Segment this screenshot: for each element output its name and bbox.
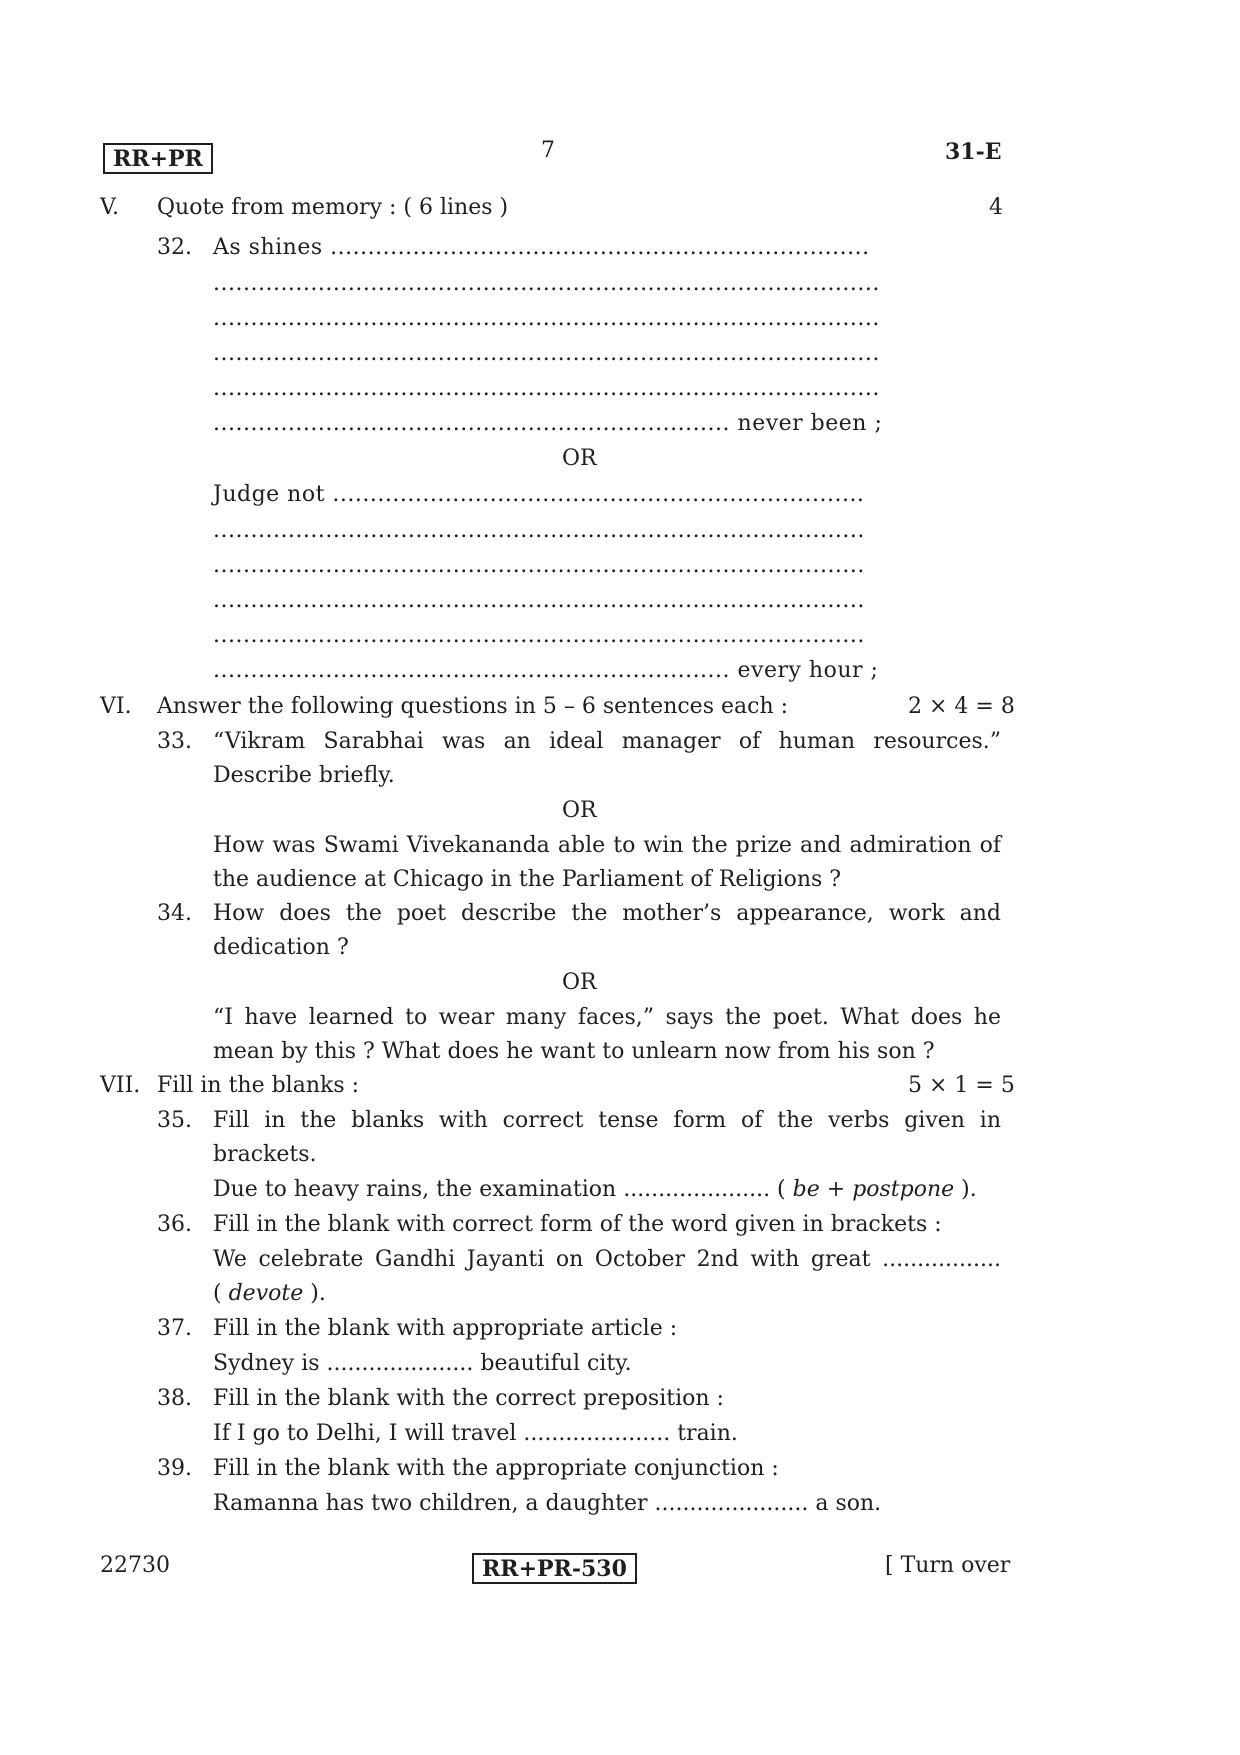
q38-text-line: Fill in the blank with the correct preposition : xyxy=(213,1386,724,1411)
q33-alt-text-line: How was Swami Vivekananda able to win the prize and admiration of xyxy=(213,833,1001,858)
question-number-35: 35. xyxy=(157,1108,192,1133)
q32-dots-line: ......................................................................................... xyxy=(213,306,880,331)
q37-text-line: Fill in the blank with appropriate article : xyxy=(213,1316,678,1341)
q34-alt-text-line: mean by this ? What does he want to unlearn now from his son ? xyxy=(213,1039,935,1064)
section-v-numeral: V. xyxy=(100,195,120,220)
or-label: OR xyxy=(562,798,597,823)
or-label: OR xyxy=(562,446,597,471)
q32-alt-dots-line: ....................................................................................... xyxy=(213,623,865,648)
q32-dots-line: ......................................................................................... xyxy=(213,376,880,401)
question-number-37: 37. xyxy=(157,1316,192,1341)
section-v-marks: 4 xyxy=(989,195,1003,220)
question-number-33: 33. xyxy=(157,729,192,754)
q36-hint-open: ( xyxy=(213,1281,222,1306)
footer-number: 22730 xyxy=(100,1553,170,1578)
paper-code: 31-E xyxy=(945,139,1002,165)
q36-hint-word: devote xyxy=(228,1281,304,1306)
q39-text-line: Fill in the blank with the appropriate conjunction : xyxy=(213,1456,779,1481)
q32-opening: As shines ........................................................................ xyxy=(213,235,870,260)
or-label: OR xyxy=(562,970,597,995)
q35-hint-verb: postpone xyxy=(852,1177,955,1202)
section-vi-numeral: VI. xyxy=(100,694,132,719)
q33-text-line: Describe briefly. xyxy=(213,763,395,788)
footer-code-box: RR+PR-530 xyxy=(472,1553,637,1584)
q39-sentence: Ramanna has two children, a daughter ...................... a son. xyxy=(213,1491,882,1516)
q35-hint-plus: + xyxy=(826,1177,846,1202)
q32-alt-dots-line: ....................................................................................... xyxy=(213,518,865,543)
section-vii-marks: 5 × 1 = 5 xyxy=(908,1073,1015,1098)
q32-alt-opening: Judge not ....................................................................... xyxy=(213,482,865,507)
question-number-36: 36. xyxy=(157,1212,192,1237)
q36-hint-close: ). xyxy=(310,1281,326,1306)
q32-dots-line: ......................................................................................... xyxy=(213,341,880,366)
section-vi-title: Answer the following questions in 5 – 6 sentences each : xyxy=(157,694,789,719)
q35-hint-close: ). xyxy=(961,1177,977,1202)
section-vii-title: Fill in the blanks : xyxy=(157,1073,360,1098)
q33-text-line: “Vikram Sarabhai was an ideal manager of human resources.” xyxy=(213,729,1001,754)
q34-alt-text-line: “I have learned to wear many faces,” says the poet. What does he xyxy=(213,1005,1001,1030)
q35-hint-verb: be xyxy=(792,1177,820,1202)
q32-alt-dots-line: ....................................................................................... xyxy=(213,553,865,578)
q34-text-line: dedication ? xyxy=(213,935,349,960)
q32-alt-dots-line: ....................................................................................... xyxy=(213,588,865,613)
question-number-34: 34. xyxy=(157,901,192,926)
q32-dots-line: ......................................................................................... xyxy=(213,271,880,296)
q36-text-line: Fill in the blank with correct form of the word given in brackets : xyxy=(213,1212,942,1237)
q36-hint xyxy=(213,1283,326,1305)
section-vi-marks: 2 × 4 = 8 xyxy=(908,694,1015,719)
header-code-box: RR+PR xyxy=(103,143,213,174)
q35-text-line: Fill in the blanks with correct tense form of the verbs given in xyxy=(213,1108,1001,1133)
q35-sentence-text: Due to heavy rains, the examination ..................... ( xyxy=(213,1177,786,1202)
q38-sentence: If I go to Delhi, I will travel ..................... train. xyxy=(213,1421,738,1446)
section-vii-numeral: VII. xyxy=(100,1073,141,1098)
q35-sentence xyxy=(213,1179,977,1201)
q36-text-line: We celebrate Gandhi Jayanti on October 2nd with great ................. xyxy=(213,1247,1001,1272)
q37-sentence: Sydney is ..................... beautiful city. xyxy=(213,1351,632,1376)
question-number-38: 38. xyxy=(157,1386,192,1411)
question-number-32: 32. xyxy=(157,235,192,260)
turn-over-label: [ Turn over xyxy=(885,1553,1011,1578)
q34-text-line: How does the poet describe the mother’s appearance, work and xyxy=(213,901,1001,926)
q35-text-line: brackets. xyxy=(213,1142,317,1167)
section-v-title: Quote from memory : ( 6 lines ) xyxy=(157,195,509,220)
page-number: 7 xyxy=(541,138,555,163)
q32-closing: ..................................................................... never been ; xyxy=(213,411,883,436)
q32-alt-closing: ..................................................................... every hour ; xyxy=(213,658,879,683)
question-number-39: 39. xyxy=(157,1456,192,1481)
q33-alt-text-line: the audience at Chicago in the Parliament of Religions ? xyxy=(213,867,842,892)
